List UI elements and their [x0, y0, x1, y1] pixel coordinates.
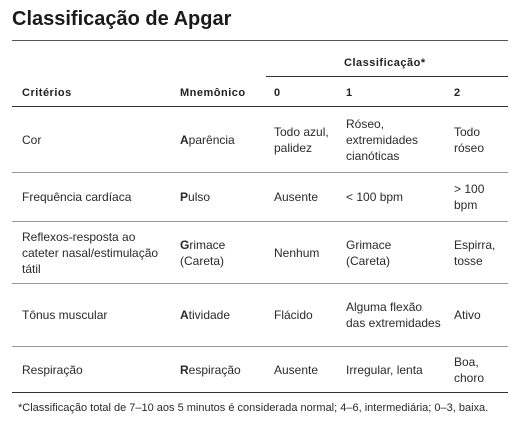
page-title: Classificação de Apgar — [12, 8, 232, 30]
score-0-cell: Ausente — [274, 190, 319, 204]
column-header-score-2: 2 — [454, 87, 461, 99]
footnote: *Classificação total de 7–10 aos 5 minutos é considerada normal; 4–6, intermediária; 0–3, baixa. — [18, 402, 489, 414]
column-header-score-0: 0 — [274, 87, 281, 99]
score-1-cell: Grimace (Careta) — [346, 237, 392, 268]
criterion-cell: Tônus muscular — [22, 308, 108, 322]
criterion-cell: Respiração — [22, 362, 83, 377]
table-bottom-divider — [12, 392, 508, 393]
mnemonic-cell: Grimace (Careta) — [180, 237, 226, 268]
column-header-score-1: 1 — [346, 87, 353, 99]
score-2-cell: > 100 bpm — [454, 182, 485, 212]
score-2-cell: Boa, choro — [454, 354, 485, 385]
criterion-cell: Frequência cardíaca — [22, 190, 132, 204]
score-0-cell: Nenhum — [274, 245, 320, 260]
score-group-divider — [266, 76, 508, 77]
column-header-criteria: Critérios — [22, 87, 72, 99]
score-0-cell: Flácido — [274, 308, 313, 322]
score-1-cell: < 100 bpm — [346, 190, 404, 204]
score-0-cell: Ausente — [274, 362, 319, 377]
score-0-cell: Todo azul, palidez — [274, 124, 329, 155]
score-1-cell: Alguma flexão das extremidades — [346, 300, 441, 330]
score-1-cell: Irregular, lenta — [346, 362, 423, 377]
score-2-cell: Ativo — [454, 308, 481, 322]
score-1-cell: Róseo, extremidades cianóticas — [346, 116, 419, 163]
criterion-cell: Cor — [22, 132, 42, 147]
mnemonic-cell: Respiração — [180, 362, 241, 377]
mnemonic-cell: Pulso — [180, 190, 211, 204]
criterion-cell: Reflexos-resposta ao cateter nasal/estimulação tátil — [22, 229, 159, 276]
mnemonic-cell: Atividade — [180, 308, 231, 322]
mnemonic-cell: Aparência — [180, 132, 235, 147]
column-header-mnemonic: Mnemônico — [180, 87, 246, 99]
title-divider — [12, 40, 508, 41]
score-group-header: Classificação* — [344, 57, 426, 69]
score-2-cell: Espirra, tosse — [454, 237, 496, 268]
score-2-cell: Todo róseo — [454, 124, 485, 155]
